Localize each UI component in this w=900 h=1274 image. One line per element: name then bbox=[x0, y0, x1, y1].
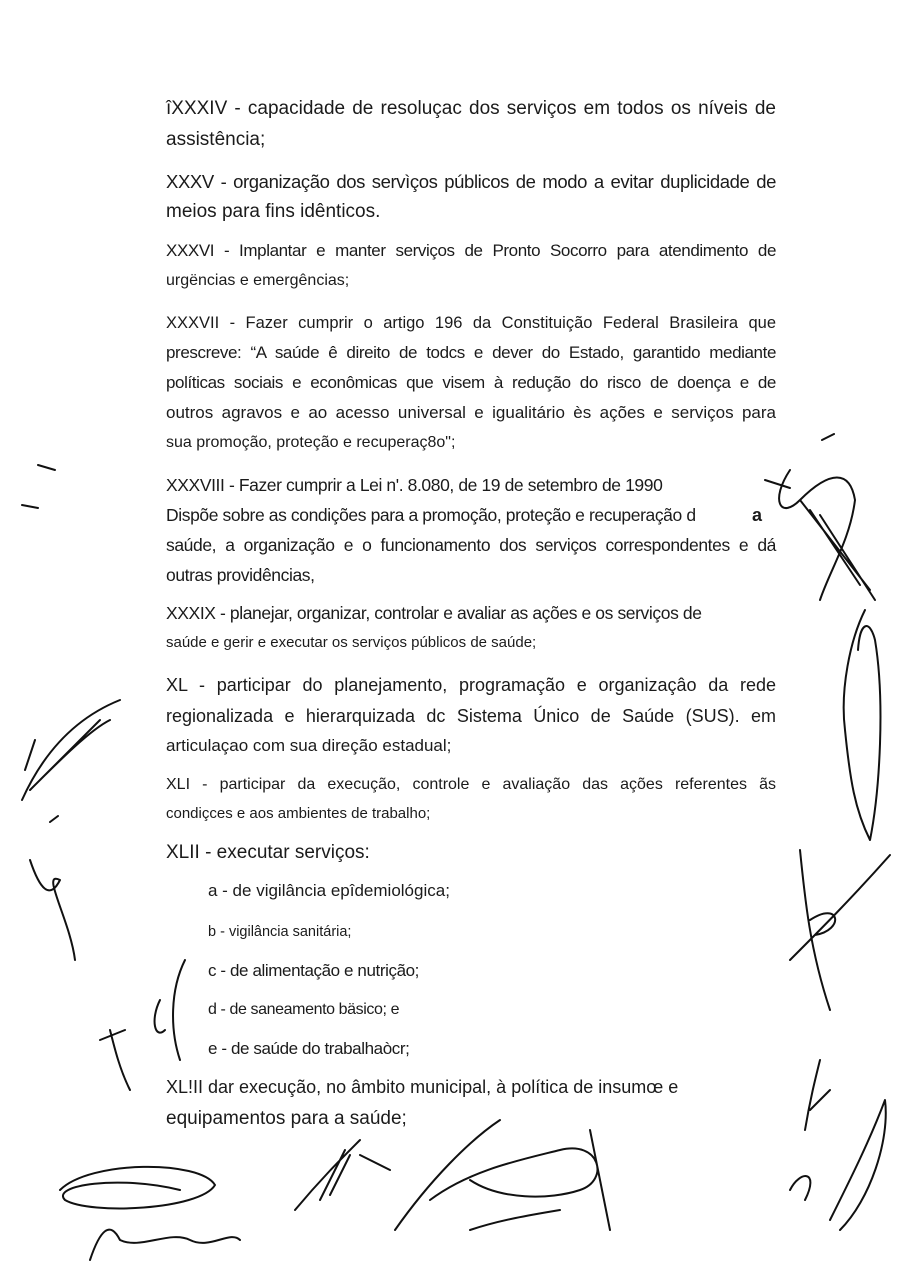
list-item: c - de alimentação e nutrição; bbox=[208, 961, 420, 980]
text-line: assistência; bbox=[166, 129, 266, 150]
text-line: saúde, a organização e o funcionamento dos serviços correspondentes e dá bbox=[166, 535, 776, 555]
text-line: outras providências, bbox=[166, 565, 315, 585]
text-line: condiçces e aos ambientes de trabalho; bbox=[166, 805, 431, 822]
list-item: b - vigilância sanitária; bbox=[208, 924, 352, 940]
text-line: îXXXIV - capacidade de resoluçac dos serviços em todos os níveis de bbox=[166, 98, 776, 119]
text-line: articulaçao com sua direção estadual; bbox=[166, 736, 452, 755]
text-line: XXXV - organização dos servìços públicos de modo a evitar duplicidade de bbox=[166, 171, 776, 192]
text-line: XXXVI - Implantar e manter serviços de Pronto Socorro para atendimento de bbox=[166, 241, 776, 260]
text-line: regionalizada e hierarquizada dc Sistema Único de Saúde (SUS). em bbox=[166, 706, 776, 726]
text-line: urgëncias e emergências; bbox=[166, 272, 350, 289]
text-line: XLII - executar serviços: bbox=[166, 842, 370, 863]
list-item: a - de vigilância epîdemiológica; bbox=[208, 881, 450, 900]
text-line: outros agravos e ao acesso universal e igualitário ès ações e serviços para bbox=[166, 403, 776, 422]
signature-left-mid bbox=[100, 960, 185, 1090]
signature-left-small bbox=[30, 860, 75, 960]
list-item: e - de saúde do trabalhaòcr; bbox=[208, 1039, 410, 1058]
signature-bottom-left bbox=[60, 1167, 240, 1260]
signature-right-middle bbox=[790, 850, 890, 1010]
text-line: XXXVIII - Fazer cumprir a Lei n'. 8.080, de 19 de setembro de 1990 bbox=[166, 475, 663, 495]
signature-right-top bbox=[765, 434, 875, 600]
text-line: XLI - participar da execução, controle e avaliação das ações referentes ãs bbox=[166, 776, 776, 793]
text-line: XL - participar do planejamento, programação e organizaçâo da rede bbox=[166, 675, 776, 695]
text-line: meios para fins idênticos. bbox=[166, 201, 381, 222]
text-line: prescreve: “A saúde ê direito de todcs e dever do Estado, garantido mediante bbox=[166, 343, 776, 362]
signature-right-loop bbox=[844, 610, 881, 840]
signature-bottom-center bbox=[295, 1120, 610, 1230]
signature-right-bottom bbox=[790, 1060, 886, 1230]
text-line: sua promoção, proteção e recuperaç8o"; bbox=[166, 434, 456, 451]
stray-letter: a bbox=[752, 505, 763, 525]
text-line: políticas sociais e econômicas que visem à redução do risco de doença e de bbox=[166, 373, 776, 392]
text-line: Dispõe sobre as condições para a promoção, proteção e recuperação d bbox=[166, 505, 696, 525]
text-line: equipamentos para a saúde; bbox=[166, 1108, 407, 1129]
text-line: XXXVII - Fazer cumprir o artigo 196 da Constituição Federal Brasileira que bbox=[166, 314, 776, 332]
signature-left-top bbox=[22, 465, 120, 822]
text-line: XXXIX - planejar, organizar, controlar e avaliar as ações e os serviços de bbox=[166, 603, 702, 623]
list-item: d - de saneamento bäsico; e bbox=[208, 1001, 400, 1018]
text-line: XL!II dar execução, no âmbito municipal, à política de insumœ e bbox=[166, 1077, 679, 1097]
text-line: saúde e gerir e executar os serviços públicos de saúde; bbox=[166, 634, 537, 651]
